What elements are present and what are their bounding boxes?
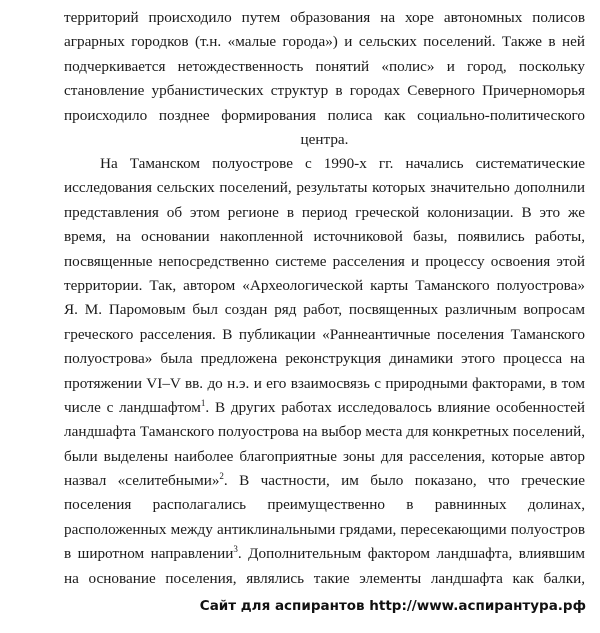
paragraph-1 — [64, 6, 585, 152]
text-line: Я. М. Паромовым был создан ряд работ, посвященных различным вопросам — [64, 301, 585, 319]
text-segment: в широтном направлении — [64, 545, 234, 563]
site-watermark: Сайт для аспирантов http://www.аспирантура.рф — [199, 598, 586, 614]
text-line: аграрных городков (т.н. «малые города») и сельских поселений. Также в ней — [64, 33, 585, 51]
text-segment: . В других работах исследовалось влияние особенностей — [205, 398, 585, 416]
footnote-ref: 1 — [200, 397, 206, 408]
text-line: греческого расселения. В публикации «Раннеантичные поселения Таманского — [64, 325, 585, 343]
text-line: на основание поселения, являлись такие элементы ландшафта как балки, — [64, 569, 585, 587]
text-line: полуострова» была предложена реконструкция динамики этого процесса на — [64, 350, 585, 368]
text-line — [64, 542, 585, 566]
text-line: подчеркивается нетождественность понятий «полис» и город, поскольку — [64, 57, 585, 75]
text-segment: . Дополнительным фактором ландшафта, влиявшим — [237, 545, 585, 563]
text-line: представления об этом регионе в период греческой колонизации. В это же — [64, 203, 585, 221]
text-line: протяжении VI–V вв. до н.э. и его взаимосвязь с природными факторами, в том — [64, 374, 585, 392]
text-segment: назвал «селитебными» — [64, 472, 220, 490]
paragraph-2 — [64, 152, 585, 591]
text-line: На Таманском полуострове с 1990-х гг. начались систематические — [100, 155, 585, 172]
text-segment: . В частности, им было показано, что греческие — [223, 472, 585, 490]
text-line: происходило позднее формирования полиса как социально-политического — [64, 106, 585, 124]
text-line — [64, 396, 585, 420]
text-line: территорий происходило путем образования на хоре автономных полисов — [64, 9, 585, 26]
text-line: исследования сельских поселений, результаты которых значительно дополнили — [64, 179, 585, 197]
text-line — [64, 469, 585, 493]
footnote-ref: 3 — [233, 544, 238, 555]
text-line: становление урбанистических структур в городах Северного Причерноморья — [64, 82, 585, 100]
text-line: ландшафта Таманского полуострова на выбор места для конкретных поселений, — [64, 423, 585, 441]
text-segment: числе с ландшафтом — [64, 398, 201, 416]
footnote-ref: 2 — [219, 471, 224, 482]
text-line: посвященные непосредственно системе расселения и процессу освоения этой — [64, 252, 585, 270]
text-line: расположенных между антиклинальными грядами, пересекающими полуостров — [64, 520, 585, 538]
text-line: центра. — [300, 130, 349, 148]
text-line: были выделены наиболее благоприятные зоны для расселения, которые автор — [64, 447, 585, 465]
text-line: территории. Так, автором «Археологической карты Таманского полуострова» — [64, 276, 585, 294]
text-line: поселения располагались преимущественно в равнинных долинах, — [64, 496, 585, 514]
text-line: время, на основании накопленной источниковой базы, появились работы, — [64, 228, 585, 246]
